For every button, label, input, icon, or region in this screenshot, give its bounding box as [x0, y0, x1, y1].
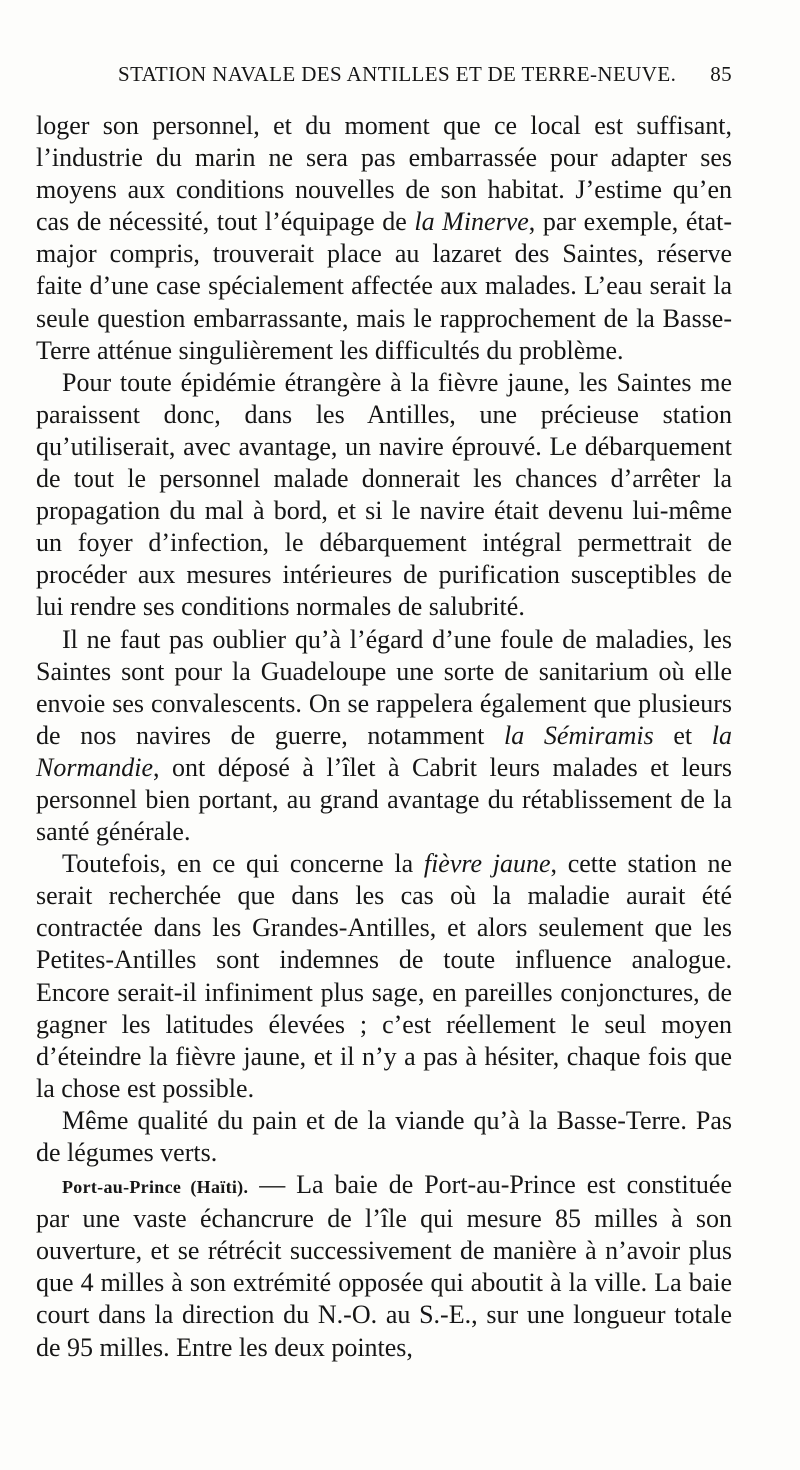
running-title: STATION NAVALE DES ANTILLES ET DE TERRE-NEUVE.: [118, 62, 677, 86]
emphasis-term: fièvre jaune: [423, 849, 551, 879]
body-text: [36, 110, 732, 1364]
ship-name: la Normandie: [36, 720, 732, 782]
ship-name: la Minerve: [414, 207, 529, 237]
paragraph-yellow-fever: Toutefois, en ce qui concerne la fièvre jaune, cette station ne serait recherchée que dans les cas où la maladie aurait été contractée dans les Grandes-Antilles, et alors seulement que les Petites-Antilles sont indemnes de toute influence analogue. Encore serait-il infiniment plus sage, en pareilles conjonctures, de gagner les latitudes élevées ; c’est réellement le seul moyen d’éteindre la fièvre jaune, et il n’y a pas à hésiter, chaque fois que la chose est possible.: [36, 849, 732, 1103]
paragraph-sanitarium: Il ne faut pas oublier qu’à l’égard d’une foule de maladies, les Saintes sont pour la Guadeloupe une sorte de sanitarium où elle envoie ses convalescents. On se rappelera également que plusieurs de nos navires de guerre, notamment la Sémiramis et la Normandie, ont déposé à l’îlet à Cabrit leurs malades et leurs personnel bien portant, au grand avantage du rétablissement de la santé générale.: [36, 624, 732, 847]
ship-name: la Sémiramis: [504, 720, 654, 750]
page-number: 85: [710, 62, 732, 86]
paragraph-provisions: Même qualité du pain et de la viande qu’à la Basse-Terre. Pas de légumes verts.: [36, 1105, 732, 1167]
page-header: [36, 62, 732, 92]
paragraph-port-au-prince: Port-au-Prince (Haïti). — La baie de Port-au-Prince est constituée par une vaste échancrure de l’île qui mesure 85 milles à son ouverture, et se rétrécit successivement de manière à n’avoir plus que 4 milles à son extrémité opposée qui aboutit à la ville. La baie court dans la direction du N.-O. au S.-E., sur une longueur totale de 95 milles. Entre les deux pointes,: [36, 1170, 732, 1362]
paragraph-continued: loger son personnel, et du moment que ce local est suffisant, l’industrie du marin ne sera pas embarrassée pour adapter ses moyens aux conditions nouvelles de son habitat. J’estime qu’en cas de nécessité, tout l’équipage de la Minerve, par exemple, état-major compris, trouverait place au lazaret des Saintes, réserve faite d’une case spécialement affectée aux malades. L’eau serait la seule question embarrassante, mais le rapprochement de la Basse-Terre atténue singulièrement les difficultés du problème.: [36, 111, 733, 365]
paragraph-epidemic: Pour toute épidémie étrangère à la fièvre jaune, les Saintes me paraissent donc, dans les Antilles, une précieuse station qu’utiliserait, avec avantage, un navire éprouvé. Le débarquement de tout le personnel malade donnerait les chances d’arrêter la propagation du mal à bord, et si le navire était devenu lui-même un foyer d’infection, le débarquement intégral permettrait de procéder aux mesures intérieures de purification susceptibles de lui rendre ses conditions normales de salubrité.: [36, 367, 732, 622]
section-heading: Port-au-Prince (Haïti).: [62, 1177, 249, 1198]
